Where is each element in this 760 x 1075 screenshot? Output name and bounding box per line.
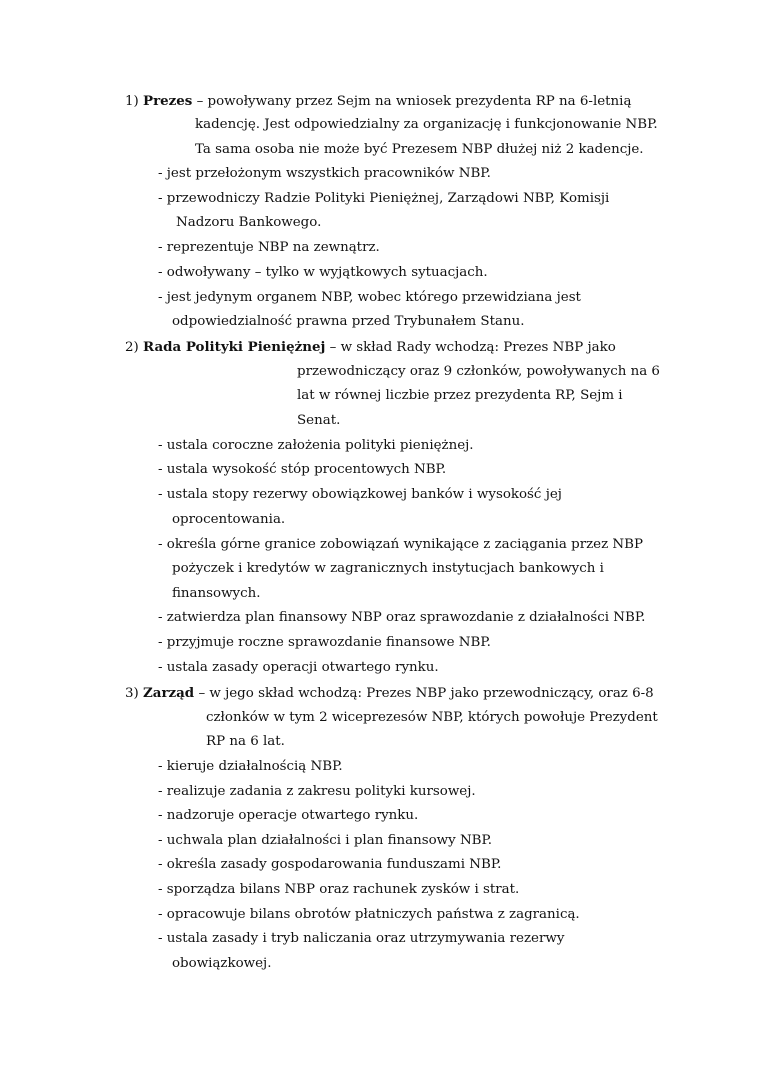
section-intro-line: RP na 6 lat. — [206, 734, 285, 749]
list-item: - odwoływany – tylko w wyjątkowych sytuacjach. — [158, 265, 488, 280]
section-title: Prezes — [143, 93, 193, 109]
list-item: - ustala zasady i tryb naliczania oraz utrzymywania rezerwy — [158, 931, 565, 946]
list-item: - jest jedynym organem NBP, wobec którego przewidziana jest — [158, 290, 581, 305]
list-item: - przewodniczy Radzie Polityki Pieniężnej, Zarządowi NBP, Komisji — [158, 191, 610, 206]
list-item: - realizuje zadania z zakresu polityki kursowej. — [158, 784, 476, 799]
list-item-continuation: Nadzoru Bankowego. — [176, 215, 322, 230]
section-intro-line: kadencję. Jest odpowiedzialny za organizację i funkcjonowanie NBP. — [195, 117, 658, 132]
list-item: - uchwala plan działalności i plan finansowy NBP. — [158, 833, 493, 848]
section-title: Rada Polityki Pieniężnej — [143, 339, 326, 355]
list-item-continuation: pożyczek i kredytów w zagranicznych instytucjach bankowych i — [172, 561, 604, 576]
list-item-continuation: obowiązkowej. — [172, 956, 272, 971]
list-item-continuation: oprocentowania. — [172, 512, 286, 527]
section-1-heading — [125, 92, 631, 111]
list-item: - opracowuje bilans obrotów płatniczych państwa z zagranicą. — [158, 907, 580, 922]
section-2-heading — [125, 338, 616, 357]
list-item: - ustala stopy rezerwy obowiązkowej banków i wysokość jej — [158, 487, 562, 502]
section-intro-line: lat w równej liczbie przez prezydenta RP, Sejm i — [297, 388, 623, 403]
section-number: 3) — [125, 686, 139, 701]
list-item: - ustala zasady operacji otwartego rynku. — [158, 660, 439, 675]
section-intro-line: Senat. — [297, 413, 341, 428]
list-item: - reprezentuje NBP na zewnątrz. — [158, 240, 380, 255]
section-intro-line: Ta sama osoba nie może być Prezesem NBP dłużej niż 2 kadencje. — [195, 142, 644, 157]
list-item: - zatwierdza plan finansowy NBP oraz sprawozdanie z działalności NBP. — [158, 610, 646, 625]
list-item: - jest przełożonym wszystkich pracowników NBP. — [158, 166, 491, 181]
section-title: Zarząd — [143, 685, 195, 701]
list-item: - nadzoruje operacje otwartego rynku. — [158, 808, 419, 823]
list-item-continuation: finansowych. — [172, 586, 261, 601]
list-item: - ustala wysokość stóp procentowych NBP. — [158, 462, 447, 477]
section-intro-line: członków w tym 2 wiceprezesów NBP, których powołuje Prezydent — [206, 710, 658, 725]
section-intro: – w jego skład wchodzą: Prezes NBP jako przewodniczący, oraz 6-8 — [198, 686, 654, 701]
list-item-continuation: odpowiedzialność prawna przed Trybunałem Stanu. — [172, 314, 525, 329]
section-intro-line: przewodniczący oraz 9 członków, powoływanych na 6 — [297, 364, 660, 379]
section-number: 2) — [125, 340, 139, 355]
section-3-heading — [125, 684, 654, 703]
list-item: - określa górne granice zobowiązań wynikające z zaciągania przez NBP — [158, 537, 643, 552]
list-item: - ustala coroczne założenia polityki pieniężnej. — [158, 438, 474, 453]
list-item: - przyjmuje roczne sprawozdanie finansowe NBP. — [158, 635, 491, 650]
list-item: - kieruje działalnością NBP. — [158, 759, 343, 774]
section-intro: – powoływany przez Sejm na wniosek prezydenta RP na 6-letnią — [196, 94, 632, 109]
list-item: - sporządza bilans NBP oraz rachunek zysków i strat. — [158, 882, 520, 897]
section-number: 1) — [125, 94, 139, 109]
section-intro: – w skład Rady wchodzą: Prezes NBP jako — [329, 340, 616, 355]
list-item: - określa zasady gospodarowania funduszami NBP. — [158, 857, 502, 872]
